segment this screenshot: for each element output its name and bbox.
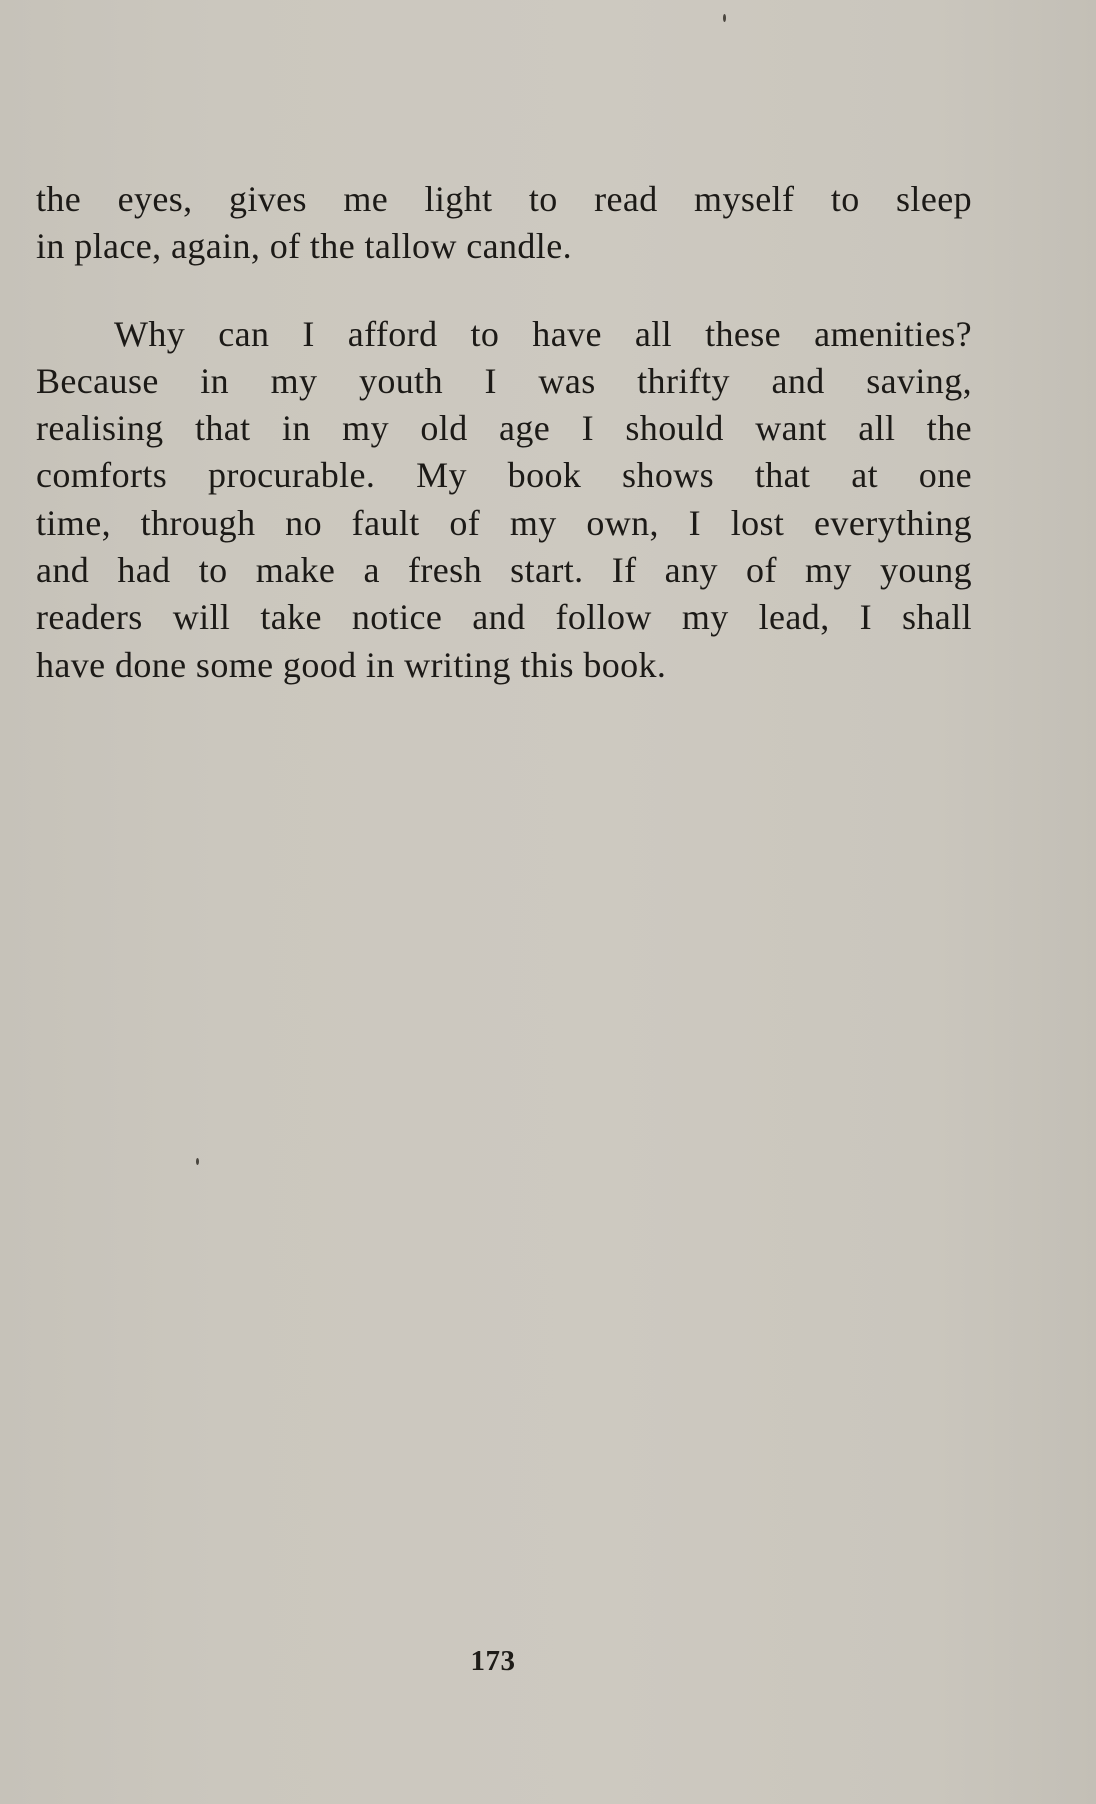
text-line: have done some good in writing this book. <box>36 644 667 685</box>
text-line: realising that in my old age I should want all the <box>36 408 972 449</box>
paper-speck <box>723 14 726 22</box>
paper-speck <box>196 1158 199 1165</box>
text-line: and had to make a fresh start. If any of my young <box>36 550 972 591</box>
text-line: time, through no fault of my own, I lost everything <box>36 502 972 543</box>
text-line: in place, again, of the tallow candle. <box>36 226 572 267</box>
text-line: Because in my youth I was thrifty and saving, <box>36 360 972 401</box>
paragraph-spacer <box>36 271 972 311</box>
text-line: the eyes, gives me light to read myself to sleep <box>36 179 972 219</box>
body-text <box>36 176 972 689</box>
text-line: comforts procurable. My book shows that at one <box>36 455 972 496</box>
paragraph-2 <box>36 311 972 689</box>
text-line: readers will take notice and follow my lead, I shall <box>36 597 972 638</box>
paragraph-1 <box>36 176 972 271</box>
page-number: 173 <box>470 1645 516 1677</box>
text-line: Why can I afford to have all these amenities? <box>114 313 972 354</box>
